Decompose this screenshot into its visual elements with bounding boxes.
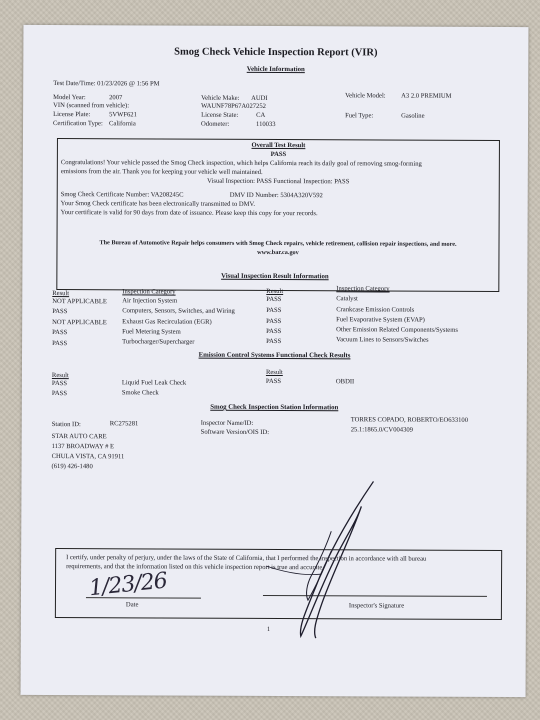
visual-row-category: Turbocharger/Supercharger	[122, 338, 195, 346]
vehicle-make-label: Vehicle Make:	[201, 94, 240, 102]
inspector-signature-scribble	[261, 476, 392, 647]
inspector-value: TORRES COPADO, ROBERTO/EO633100	[350, 416, 469, 424]
software-value: 25.1:1865.0/CV004309	[350, 426, 413, 434]
functional-result-header-left: Result	[51, 372, 69, 380]
overall-result-value: PASS	[270, 150, 287, 159]
vin-label: VIN (scanned from vehicle):	[53, 102, 130, 110]
visual-row-result: PASS	[52, 340, 68, 348]
visual-row-result: NOT APPLICABLE	[52, 298, 107, 306]
page-number: 1	[266, 625, 271, 633]
congratulations-line-1: Congratulations! Your vehicle passed the Smog Check inspection, which helps California reach its daily goal of removing smog-forming	[60, 159, 422, 168]
visual-result-header-right: Result	[266, 287, 284, 296]
visual-row-result: PASS	[266, 306, 282, 315]
inspector-label: Inspector Name/ID:	[200, 419, 254, 427]
overall-result-heading: Overall Test Result	[251, 141, 306, 150]
odometer-label: Odometer:	[201, 120, 230, 128]
cert-type-value: California	[109, 120, 136, 128]
visual-row-result: PASS	[266, 317, 282, 326]
cert-type-label: Certification Type:	[53, 120, 103, 128]
vehicle-model-label: Vehicle Model:	[345, 92, 386, 100]
visual-row-result: PASS	[266, 327, 282, 336]
functional-row-result: PASS	[51, 390, 68, 398]
visual-row-result: PASS	[266, 295, 282, 304]
station-id-value: RC275281	[109, 420, 139, 428]
dmv-id-number: DMV ID Number: 5304A320V592	[229, 191, 323, 200]
station-address-1: 1137 BROADWAY # E	[51, 443, 115, 451]
model-year-value: 2007	[109, 94, 123, 102]
vehicle-make-value: AUDI	[251, 94, 268, 102]
license-plate-value: 5VWF621	[109, 111, 137, 119]
validity-notice: Your certificate is valid for 90 days from date of issuance. Please keep this copy for your records.	[60, 209, 318, 218]
visual-row-category: Air Injection System	[122, 297, 178, 305]
report-title: Smog Check Vehicle Inspection Report (VIR)	[174, 46, 378, 59]
station-info-heading: Smog Check Inspection Station Information	[210, 403, 339, 412]
station-phone: (619) 426-1480	[51, 463, 93, 471]
visual-result-header-left: Result	[52, 290, 70, 298]
visual-category-header-right: Inspection Category	[336, 285, 390, 293]
congratulations-line-2: emissions from the air. Thank you for keeping your vehicle well maintained.	[60, 168, 263, 176]
functional-row-category: OBDII	[335, 378, 355, 386]
signature-label: Inspector's Signature	[348, 602, 405, 610]
bar-website: www.bar.ca.gov	[257, 248, 299, 257]
visual-row-category: Exhaust Gas Recirculation (EGR)	[122, 318, 212, 326]
overall-result-box	[56, 138, 500, 292]
visual-row-category: Computers, Sensors, Switches, and Wiring	[122, 307, 235, 315]
odometer-value: 110033	[256, 120, 276, 129]
inspection-report-page	[21, 25, 529, 697]
vehicle-model-value: A3 2.0 PREMIUM	[401, 92, 452, 100]
transmitted-notice: Your Smog Check certificate has been electronically transmitted to DMV.	[60, 200, 256, 208]
date-label: Date	[125, 601, 139, 609]
visual-row-result: PASS	[52, 308, 68, 316]
handwritten-date: 1/23/26	[87, 568, 168, 602]
model-year-label: Model Year:	[53, 94, 86, 102]
visual-row-result: PASS	[266, 337, 282, 346]
license-state-value: CA	[256, 111, 266, 119]
license-plate-label: License Plate:	[53, 111, 91, 119]
station-id-label: Station ID:	[51, 421, 81, 429]
vehicle-info-heading: Vehicle Information	[246, 65, 305, 74]
visual-category-header-left: Inspection Category	[122, 288, 176, 296]
fuel-type-label: Fuel Type:	[345, 112, 374, 120]
visual-functional-summary: Visual Inspection: PASS Functional Inspection: PASS	[207, 177, 350, 186]
certificate-number: Smog Check Certificate Number: VA208245C	[60, 191, 184, 199]
bar-notice-line-1: The Bureau of Automotive Repair helps consumers with Smog Check repairs, vehicle retirement, collision repair inspections, and more.	[99, 239, 457, 248]
certification-statement-2: requirements, and that the information listed on this vehicle inspection report is true and accurate.	[66, 563, 324, 572]
functional-check-heading: Emission Control Systems Functional Check Results	[198, 351, 351, 360]
visual-row-result: NOT APPLICABLE	[52, 319, 107, 327]
test-datetime: Test Date/Time: 01/23/2026 @ 1:56 PM	[53, 80, 160, 88]
visual-row-result: PASS	[52, 329, 68, 337]
visual-row-category: Catalyst	[336, 295, 358, 303]
software-label: Software Version/OIS ID:	[200, 428, 270, 436]
license-state-label: License State:	[201, 111, 239, 119]
visual-inspection-heading: Visual Inspection Result Information	[221, 272, 329, 281]
visual-row-category: Fuel Metering System	[122, 328, 181, 336]
visual-row-category: Other Emission Related Components/Systems	[336, 326, 458, 334]
visual-row-category: Vacuum Lines to Sensors/Switches	[336, 336, 429, 344]
station-name: STAR AUTO CARE	[51, 433, 107, 441]
vin-value: WAUNF78P67A027252	[201, 102, 266, 110]
functional-row-result: PASS	[265, 377, 282, 386]
functional-row-result: PASS	[51, 380, 68, 388]
fuel-type-value: Gasoline	[401, 112, 425, 120]
functional-result-header-right: Result	[265, 368, 283, 377]
functional-row-category: Smoke Check	[121, 389, 159, 397]
visual-row-category: Crankcase Emission Controls	[336, 306, 415, 314]
station-address-2: CHULA VISTA, CA 91911	[51, 453, 125, 461]
visual-row-category: Fuel Evaporative System (EVAP)	[336, 316, 425, 324]
certification-statement-1: I certify, under penalty of perjury, under the laws of the State of California, that I performed the inspection in accordance with all bureau	[66, 554, 427, 563]
functional-row-category: Liquid Fuel Leak Check	[121, 379, 187, 387]
